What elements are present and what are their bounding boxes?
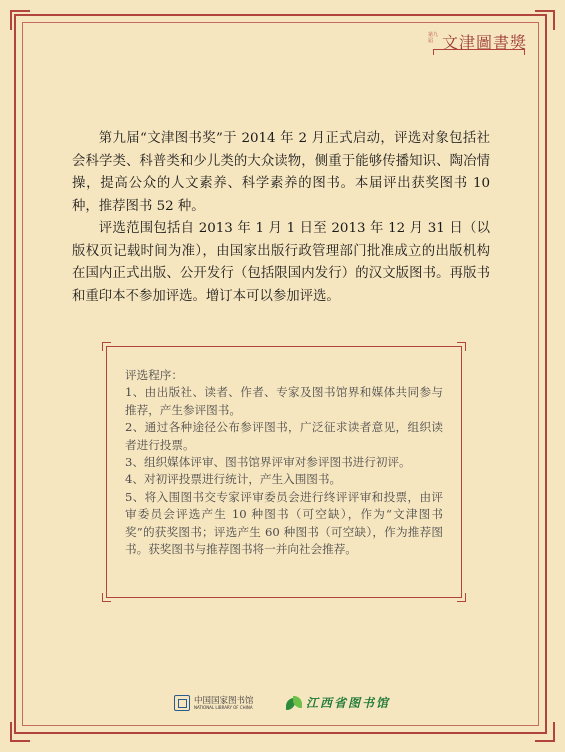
national-library-name: 中国国家图书馆 [194, 696, 254, 706]
national-library-icon [174, 695, 190, 711]
award-logo-underline [433, 49, 525, 55]
intro-paragraph-1: 第九届“文津图书奖”于 2014 年 2 月正式启动，评选对象包括社会科学类、科普类和少儿类的大众读物，侧重于能够传播知识、陶冶情操，提高公众的人文素养、科学素养的图书。本届评出获奖图书 10 种，推荐图书 52 种。 [72, 131, 490, 214]
jiangxi-library-name: 江西省图书馆 [306, 696, 391, 710]
procedure-step-4: 4、对初评投票进行统计，产生入围图书。 [125, 472, 342, 487]
procedure-heading: 评选程序： [125, 368, 183, 382]
procedure-step-5: 5、将入围图书交专家评审委员会进行终评评审和投票，由评审委员会评选产生 10 种图书（可空缺），作为“文津图书奖”的获奖图书；评选产生 60 种图书（可空缺），作为推荐图书。获奖图书与推荐图书将一并向社会推荐。 [125, 489, 443, 557]
frame-corner-ornament [535, 722, 555, 742]
procedure-step-2: 2、通过各种途径公布参评图书，广泛征求读者意见，组织读者进行投票。 [125, 420, 443, 452]
box-corner-ornament [457, 342, 466, 351]
frame-corner-ornament [10, 722, 30, 742]
intro-text [72, 128, 490, 308]
intro-paragraph-2: 评选范围包括自 2013 年 1 月 1 日至 2013 年 12 月 31 日（以版权页记载时间为准），由国家出版行政管理部门批准成立的出版机构在国内正式出版、公开发行（包括限国内发行）的汉文版图书。再版书和重印本不参加评选。增订本可以参加评选。 [72, 221, 490, 304]
frame-corner-ornament [535, 10, 555, 30]
procedure-step-3: 3、组织媒体评审、图书馆界评审对参评图书进行初评。 [125, 455, 411, 470]
box-corner-ornament [102, 593, 111, 602]
procedure-step-1: 1、由出版社、读者、作者、专家及图书馆界和媒体共同参与推荐，产生参评图书。 [125, 385, 443, 417]
box-corner-ornament [457, 593, 466, 602]
award-title: 文津圖書獎 [442, 33, 528, 52]
jiangxi-library-icon [286, 694, 302, 710]
box-corner-ornament [102, 342, 111, 351]
national-library-english-name: NATIONAL LIBRARY OF CHINA [194, 705, 253, 710]
procedure-box [106, 346, 462, 598]
award-edition-mark: 第九届 [428, 32, 439, 44]
procedure-text [125, 367, 443, 558]
frame-corner-ornament [10, 10, 30, 30]
